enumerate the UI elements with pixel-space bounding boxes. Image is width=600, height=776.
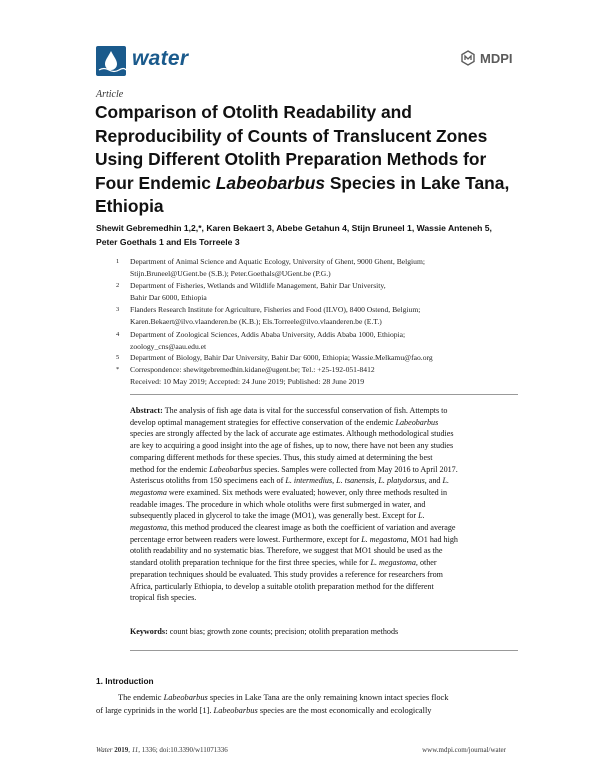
affiliation-number: 5: [116, 354, 120, 361]
text-run: L.: [442, 476, 450, 486]
affiliation-line: Department of Fisheries, Wetlands and Wildlife Management, Bahir Dar University,: [130, 281, 386, 290]
text-run: standard otolith preparation technique for the first three species, while for: [130, 558, 371, 568]
text-run: Africa, particularly Ethiopia, to develop a suitable otolith preparation method for the different: [130, 581, 434, 591]
text-run: megastoma: [130, 523, 167, 533]
introduction-text: [96, 691, 506, 717]
title-part: Four Endemic: [95, 172, 216, 193]
abstract-line: [130, 440, 518, 452]
keywords: [130, 627, 398, 636]
title-line: Reproducibility of Counts of Translucent Zones: [95, 125, 488, 146]
text-run: subsequently placed in glycerol to take the image (MO1), was generally best. Except for: [130, 511, 419, 521]
affiliation-number: 1: [116, 258, 120, 265]
affiliation-number: 3: [116, 306, 120, 313]
abstract-line: [130, 464, 518, 476]
text-run: preparation techniques should be evaluated. This study provides a reference for researchers from: [130, 569, 443, 579]
text-run: The endemic: [118, 693, 164, 702]
abstract-line: [130, 569, 518, 581]
text-run: species are strongly affected by the lack of accurate age estimates. Although methodological studies: [130, 429, 454, 439]
affiliation-number: 4: [116, 331, 120, 338]
author-list: [96, 222, 516, 249]
text-run: otolith readability and no systematic bias. Therefore, we suggest that MO1 should be used as the: [130, 546, 443, 556]
abstract-line: [130, 405, 518, 417]
footer-url[interactable]: www.mdpi.com/journal/water: [422, 746, 506, 754]
text-run: L. platydorsus: [378, 476, 425, 486]
publisher-logo: [460, 50, 513, 66]
journal-logo-icon: [96, 46, 126, 76]
text-run: were examined. Six methods were evaluated; however, only three methods resulted in: [166, 487, 448, 497]
article-type: Article: [96, 89, 124, 100]
text-run: species are the most economically and ecologically: [257, 706, 432, 715]
text-run: develop optimal management strategies for effective conservation of the endemic: [130, 417, 396, 427]
title-part: Labeobarbus: [215, 172, 325, 193]
keywords-label: Keywords:: [130, 627, 168, 636]
mdpi-icon: [460, 50, 476, 66]
title-part: Species in Lake Tana,: [325, 172, 510, 193]
publication-dates: Received: 10 May 2019; Accepted: 24 June 2019; Published: 28 June 2019: [130, 377, 365, 386]
abstract-line: [130, 487, 518, 499]
text-run: method for the endemic: [130, 464, 210, 474]
affiliation-item: [116, 364, 530, 376]
text-run: tropical fish species.: [130, 593, 197, 603]
affiliation-line: Correspondence: shewitgebremedhin.kidane@ugent.be; Tel.: +25-192-051-8412: [130, 365, 375, 374]
affiliation-item: [116, 352, 530, 364]
abstract-label: Abstract:: [130, 406, 163, 415]
text-run: L. megastoma: [370, 558, 416, 568]
abstract-line: [130, 592, 518, 604]
affiliation-line: Department of Biology, Bahir Dar University, Bahir Dar 6000, Ethiopia; Wassie.Melkamu@fao.org: [130, 353, 433, 362]
text-run: are key to acquiring a good insight into the age of fishes, up to now, there have not been any studies: [130, 441, 454, 451]
affiliation-item: [116, 304, 530, 327]
author-line: Peter Goethals 1 and Els Torreele 3: [96, 236, 240, 247]
text-run: L. tsanensis: [336, 476, 375, 486]
affiliation-line: Stijn.Bruneel@UGent.be (S.B.); Peter.Goethals@UGent.be (P.G.): [130, 268, 331, 278]
text-run: L.: [418, 511, 425, 521]
affiliation-line: Department of Animal Science and Aquatic Ecology, University of Ghent, 9000 Ghent, Belgium;: [130, 257, 425, 266]
text-run: , other: [415, 558, 437, 568]
footer-citation: Water 2019, 11, 1336; doi:10.3390/w11071336: [96, 746, 228, 754]
divider: [130, 394, 518, 395]
text-run: L. megastoma: [361, 534, 407, 544]
text-run: readable images. The procedure in which whole otoliths were first submerged in water, and: [130, 499, 426, 509]
title-line: [95, 172, 510, 196]
publisher-name: MDPI: [480, 50, 513, 66]
affiliation-line: zoology_cns@aau.edu.et: [130, 341, 207, 351]
text-run: L. intermedius: [285, 476, 333, 486]
text-run: megastoma: [130, 487, 167, 497]
text-run: comparing different methods for these species. Thus, this study aimed at determining the best: [130, 452, 433, 462]
text-run: , and: [424, 476, 443, 486]
abstract-line: [130, 557, 518, 569]
affiliation-line: Department of Zoological Sciences, Addis Ababa University, Addis Ababa 1000, Ethiopia;: [130, 330, 406, 339]
abstract-line: [130, 534, 518, 546]
intro-line: [96, 691, 506, 704]
affiliation-item: [116, 256, 530, 279]
affiliation-number: *: [116, 366, 120, 373]
text-run: , this method produced the clearest image as both the coefficient of variation and average: [166, 523, 456, 533]
abstract-line: [130, 428, 518, 440]
abstract-line: [130, 499, 518, 511]
text-run: Labeobarbus: [209, 464, 252, 474]
abstract-line: [130, 522, 518, 534]
affiliation-item: [116, 329, 530, 352]
affiliation-line: Flanders Research Institute for Agriculture, Fisheries and Food (ILVO), 8400 Ostend, Belgium;: [130, 305, 421, 314]
text-run: percentage error between readers were lowest. Furthermore, except for: [130, 534, 362, 544]
keywords-text: count bias; growth zone counts; precision; otolith preparation methods: [167, 627, 399, 636]
journal-name: water: [132, 47, 189, 70]
abstract-line: [130, 452, 518, 464]
affiliation-item: [116, 280, 530, 303]
author-line: Shewit Gebremedhin 1,2,*, Karen Bekaert 3, Abebe Getahun 4, Stijn Bruneel 1, Wassie Anteneh 5,: [96, 223, 492, 233]
text-run: Labeobarbus: [213, 706, 258, 715]
text-run: Labeobarbus: [163, 693, 208, 702]
title-line: Ethiopia: [95, 196, 164, 216]
text-run: of large cyprinids in the world [1].: [96, 706, 214, 715]
divider: [130, 650, 518, 651]
abstract-line: [130, 510, 518, 522]
text-run: The analysis of fish age data is vital for the successful conservation of fish. Attempts to: [162, 406, 448, 415]
abstract-line: [130, 545, 518, 557]
title-line: Comparison of Otolith Readability and: [95, 102, 412, 122]
text-run: Asteriscus otoliths from 150 specimens each of: [130, 476, 286, 486]
paper-title: [95, 101, 510, 219]
text-run: species in Lake Tana are the only remaining known intact species flock: [207, 693, 449, 702]
abstract-line: [130, 417, 518, 429]
text-run: ,: [332, 476, 337, 486]
text-run: species. Samples were collected from May 2016 to April 2017.: [251, 464, 458, 474]
abstract: [130, 405, 518, 604]
text-run: , MO1 had high: [406, 534, 458, 544]
section-heading: 1. Introduction: [96, 676, 154, 686]
intro-line: [96, 704, 506, 717]
affiliation-line: Bahir Dar 6000, Ethiopia: [130, 292, 207, 302]
text-run: ,: [374, 476, 379, 486]
text-run: Labeobarbus: [395, 417, 439, 427]
abstract-line: [130, 581, 518, 593]
affiliation-number: 2: [116, 282, 120, 289]
affiliation-line: Karen.Bekaert@ilvo.vlaanderen.be (K.B.); Els.Torreele@ilvo.vlaanderen.be (E.T.): [130, 316, 382, 326]
abstract-line: [130, 475, 518, 487]
title-line: Using Different Otolith Preparation Methods for: [95, 149, 487, 169]
